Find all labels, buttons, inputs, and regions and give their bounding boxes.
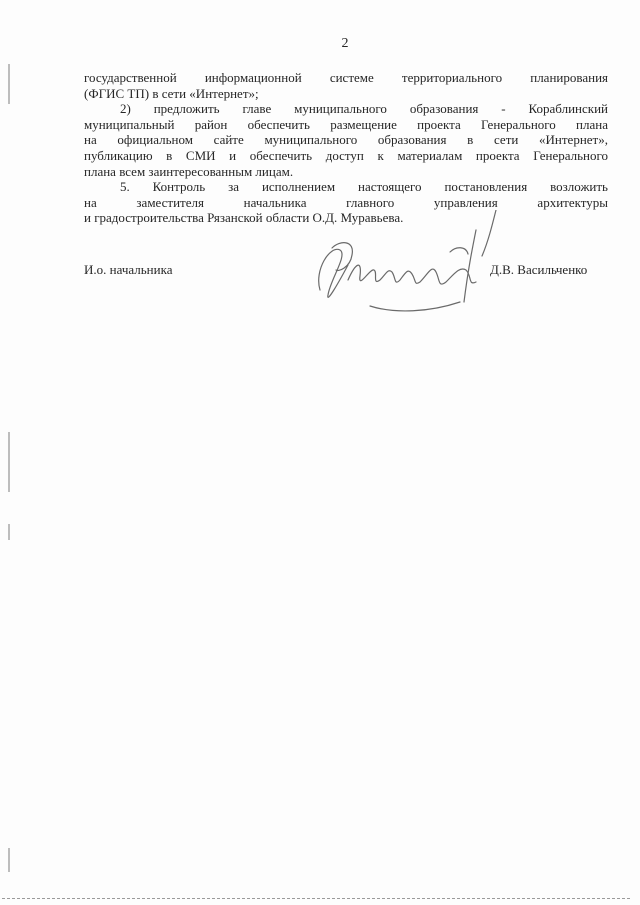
signatory-role: И.о. начальника	[84, 262, 173, 277]
text-line: и градостроительства Рязанской области О.Д. Муравьева.	[84, 210, 404, 226]
text-line: на официальном сайте муниципального образования в сети «Интернет»,	[84, 132, 608, 148]
scan-margin-mark	[8, 432, 10, 492]
scan-bottom-edge	[2, 898, 632, 899]
text-line: 2) предложить главе муниципального образования - Кораблинский	[120, 101, 608, 117]
text-line: (ФГИС ТП) в сети «Интернет»;	[84, 85, 259, 101]
text-line: муниципальный район обеспечить размещение проекта Генерального плана	[84, 116, 608, 132]
text-line: 5. Контроль за исполнением настоящего постановления возложить	[120, 179, 608, 195]
text-line: на заместителя начальника главного управления архитектуры	[84, 194, 608, 210]
paragraph-item-2	[84, 101, 608, 179]
paragraph-continuation	[84, 70, 608, 101]
text-line: публикацию в СМИ и обеспечить доступ к материалам проекта Генерального	[84, 147, 608, 163]
text-line: плана всем заинтересованным лицам.	[84, 163, 294, 179]
scan-margin-mark	[8, 64, 10, 104]
scan-margin-mark	[8, 524, 10, 540]
document-body	[84, 70, 608, 226]
signatory-name: Д.В. Васильченко	[490, 262, 588, 277]
text-line: государственной информационной системе территориального планирования	[84, 70, 608, 85]
scan-margin-mark	[8, 848, 10, 872]
handwritten-signature	[300, 210, 500, 330]
page-number: 2	[341, 36, 349, 51]
